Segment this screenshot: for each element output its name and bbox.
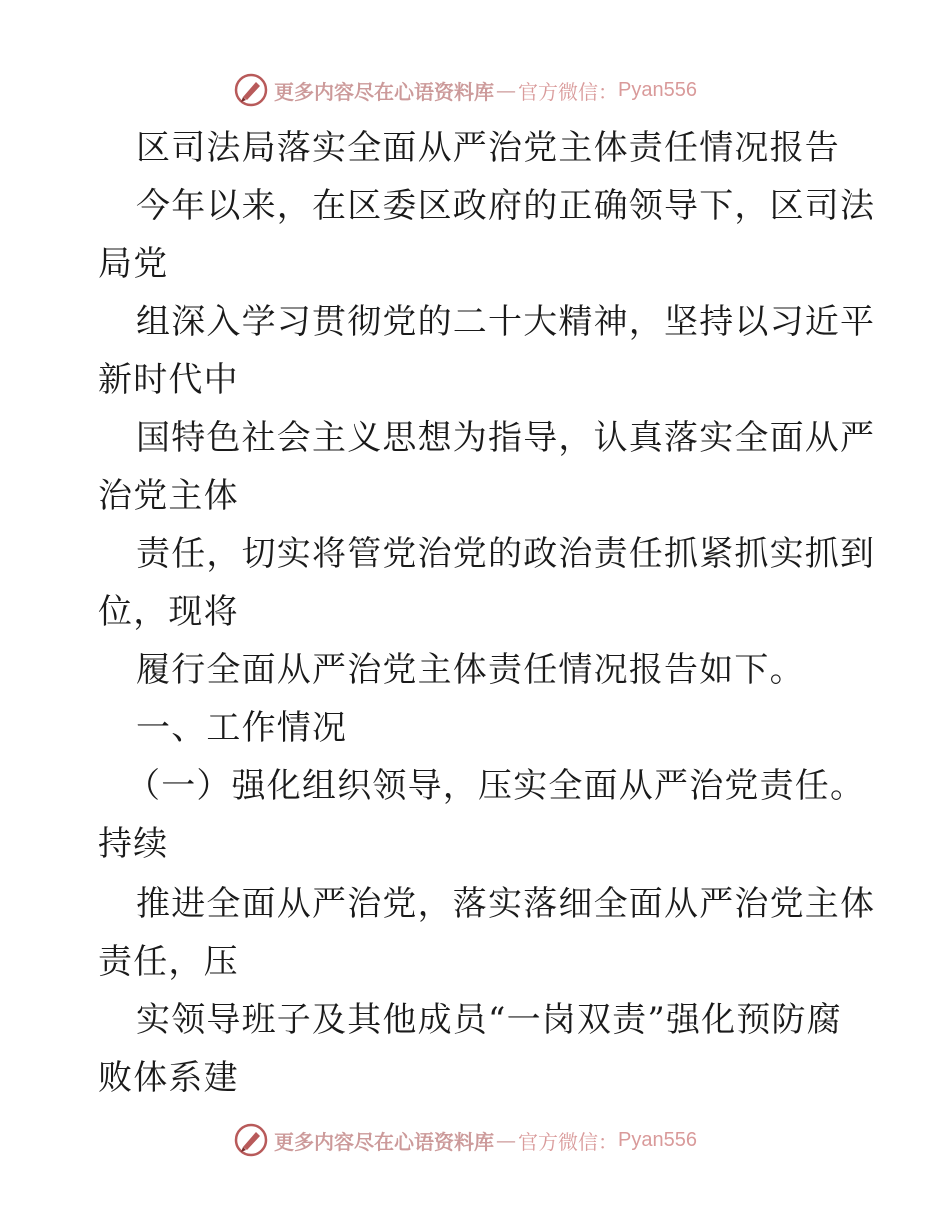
watermark-wechat-label: 官方微信：	[518, 1129, 618, 1154]
section-heading: 一、工作情况	[136, 708, 348, 748]
pen-logo-icon	[234, 1123, 268, 1157]
paragraph-line: 位，现将	[98, 592, 239, 632]
watermark-text: 更多内容尽在心语资料库	[274, 79, 494, 104]
document-title: 区司法局落实全面从严治党主体责任情况报告	[136, 128, 840, 168]
paragraph-line: 新时代中	[98, 360, 239, 400]
pen-logo-icon	[234, 73, 268, 107]
paragraph-line: 实领导班子及其他成员“一岗双责”强化预防腐	[136, 1000, 842, 1040]
watermark-wechat-label: 官方微信：	[518, 79, 618, 104]
watermark-dash: —	[496, 78, 516, 102]
subsection-heading: （一）强化组织领导，压实全面从严治党责任。	[126, 766, 866, 806]
watermark-dash: —	[496, 1128, 516, 1152]
paragraph-line: 责任，压	[98, 942, 239, 982]
paragraph-line: 持续	[98, 824, 169, 864]
paragraph-line: 履行全面从严治党主体责任情况报告如下。	[136, 650, 805, 690]
paragraph-line: 责任，切实将管党治党的政治责任抓紧抓实抓到	[136, 534, 876, 574]
watermark-text: 更多内容尽在心语资料库	[274, 1129, 494, 1154]
watermark-wechat-id: Pyan556	[618, 1128, 697, 1151]
watermark-wechat-id: Pyan556	[618, 78, 697, 101]
header-watermark	[234, 70, 697, 110]
paragraph-line: 推进全面从严治党，落实落细全面从严治党主体	[136, 884, 876, 924]
paragraph-line: 治党主体	[98, 476, 239, 516]
paragraph-line: 局党	[98, 244, 169, 284]
paragraph-line: 国特色社会主义思想为指导，认真落实全面从严	[136, 418, 876, 458]
paragraph-line: 组深入学习贯彻党的二十大精神，坚持以习近平	[136, 302, 876, 342]
paragraph-line: 今年以来，在区委区政府的正确领导下，区司法	[136, 186, 876, 226]
footer-watermark	[234, 1120, 697, 1160]
paragraph-line: 败体系建	[98, 1058, 239, 1098]
